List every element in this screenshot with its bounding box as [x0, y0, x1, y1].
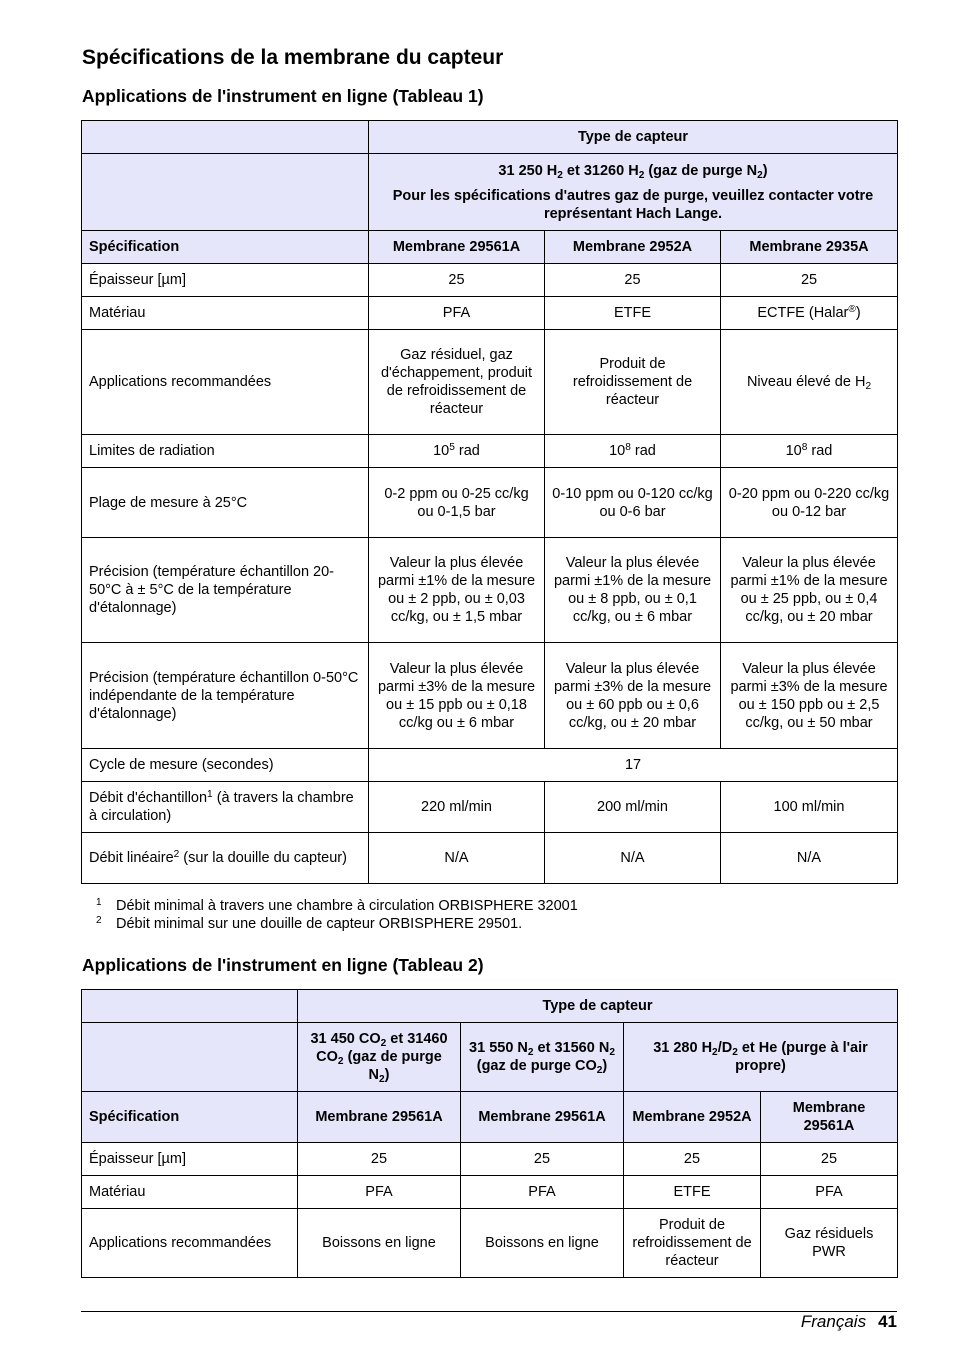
cell: Boissons en ligne [298, 1209, 461, 1278]
cell: $10^8$ rad [721, 435, 898, 468]
cell: PFA [761, 1176, 898, 1209]
sensor-type-header: Type de capteur [298, 990, 898, 1023]
table-2 [81, 989, 898, 1278]
row-label: Épaisseur [µm] [82, 264, 369, 297]
table-row [82, 264, 898, 297]
cell: Boissons en ligne [461, 1209, 624, 1278]
page-number: 41 [878, 1312, 897, 1331]
cell: 0-10 ppm ou 0-120 cc/kg ou 0-6 bar [545, 468, 721, 538]
column-header: Membrane 2935A [721, 231, 898, 264]
cell: 25 [369, 264, 545, 297]
cell: Gaz résiduels PWR [761, 1209, 898, 1278]
cell: Valeur la plus élevée parmi ±1% de la mesure ou ± 2 ppb, ou ± 0,03 cc/kg, ou ± 1,5 mbar [369, 538, 545, 643]
cell: ETFE [624, 1176, 761, 1209]
table-row [82, 538, 898, 643]
gas-header: 31 250 $H_2$ et 31260 $H_2$ (gaz de purge $N_2$) Pour les spécifications d'autres gaz de purge, veuillez contacter votre représentant Hach Lange. [369, 154, 898, 231]
table-row [82, 1209, 898, 1278]
table1-heading: Applications de l'instrument en ligne (Tableau 1) [82, 86, 484, 106]
cell: 25 [461, 1143, 624, 1176]
page-footer [801, 1312, 897, 1332]
column-header: Membrane 29561A [461, 1092, 624, 1143]
table-corner [82, 1023, 298, 1092]
row-label: Débit d'échantillon$^1$ (à travers la chambre à circulation) [82, 782, 369, 833]
cell: Gaz résiduel, gaz d'échappement, produit de refroidissement de réacteur [369, 330, 545, 435]
table-row [82, 749, 898, 782]
cell: 200 ml/min [545, 782, 721, 833]
cell: ETFE [545, 297, 721, 330]
cell: N/A [545, 833, 721, 884]
cell: 0-2 ppm ou 0-25 cc/kg ou 0-1,5 bar [369, 468, 545, 538]
table2-heading: Applications de l'instrument en ligne (Tableau 2) [82, 955, 484, 975]
footnote: 2 Débit minimal sur une douille de capteur ORBISPHERE 29501. [96, 915, 523, 932]
cell: Valeur la plus élevée parmi ±3% de la mesure ou ± 150 ppb ou ± 2,5 cc/kg, ou ± 50 mbar [721, 643, 898, 749]
column-header: Membrane 2952A [624, 1092, 761, 1143]
table-corner [82, 990, 298, 1023]
cell: 25 [721, 264, 898, 297]
spec-header: Spécification [82, 1092, 298, 1143]
cell: N/A [721, 833, 898, 884]
cell: Produit de refroidissement de réacteur [624, 1209, 761, 1278]
cell: Valeur la plus élevée parmi ±3% de la mesure ou ± 15 ppb ou ± 0,18 cc/kg ou ± 6 mbar [369, 643, 545, 749]
cell: PFA [461, 1176, 624, 1209]
cell: Valeur la plus élevée parmi ±3% de la mesure ou ± 60 ppb ou ± 0,6 cc/kg, ou ± 20 mbar [545, 643, 721, 749]
cell: Niveau élevé de $H_2$ [721, 330, 898, 435]
row-label: Cycle de mesure (secondes) [82, 749, 369, 782]
cell: N/A [369, 833, 545, 884]
page-title: Spécifications de la membrane du capteur [82, 46, 504, 69]
row-label: Plage de mesure à 25°C [82, 468, 369, 538]
footnote: 1 Débit minimal à travers une chambre à circulation ORBISPHERE 32001 [96, 897, 578, 914]
footnote-ref: 2 [173, 849, 180, 860]
row-label: Applications recommandées [82, 1209, 298, 1278]
spec-header: Spécification [82, 231, 369, 264]
cell: 25 [624, 1143, 761, 1176]
cell: 0-20 ppm ou 0-220 cc/kg ou 0-12 bar [721, 468, 898, 538]
table-row [82, 1176, 898, 1209]
table-row [82, 643, 898, 749]
column-header: Membrane 29561A [369, 231, 545, 264]
cell: 100 ml/min [721, 782, 898, 833]
cell: $10^5$ rad [369, 435, 545, 468]
cell: PFA [298, 1176, 461, 1209]
row-label: Applications recommandées [82, 330, 369, 435]
row-label: Limites de radiation [82, 435, 369, 468]
table-corner [82, 154, 369, 231]
table-row [82, 782, 898, 833]
cell: $10^8$ rad [545, 435, 721, 468]
column-header: Membrane 29561A [761, 1092, 898, 1143]
footnote-ref: 1 [207, 789, 213, 800]
row-label: Précision (température échantillon 20-50°C à ± 5°C de la température d'étalonnage) [82, 538, 369, 643]
gas-header: 31 280 $H_2/D_2$ et He (purge à l'air propre) [624, 1023, 898, 1092]
row-label: Précision (température échantillon 0-50°C indépendante de la température d'étalonnage) [82, 643, 369, 749]
row-label: Débit linéaire$^2$ (sur la douille du capteur) [82, 833, 369, 884]
gas-note: Pour les spécifications d'autres gaz de purge, veuillez contacter votre représentant Hach Lange. [392, 187, 874, 222]
table-row [82, 435, 898, 468]
cell: 17 [369, 749, 898, 782]
row-label: Matériau [82, 297, 369, 330]
table-1 [81, 120, 898, 884]
table-row [82, 330, 898, 435]
table-row [82, 297, 898, 330]
gas-header: 31 450 $CO_2$ et 31460 $CO_2$ (gaz de purge $N_2$) [298, 1023, 461, 1092]
footer-rule [81, 1311, 897, 1312]
cell: 25 [545, 264, 721, 297]
row-label: Matériau [82, 1176, 298, 1209]
cell: Valeur la plus élevée parmi ±1% de la mesure ou ± 8 ppb, ou ± 0,1 cc/kg, ou ± 6 mbar [545, 538, 721, 643]
footer-language: Français [800, 1312, 867, 1331]
table-row [82, 468, 898, 538]
row-label: Épaisseur [µm] [82, 1143, 298, 1176]
table-row [82, 833, 898, 884]
cell: 25 [298, 1143, 461, 1176]
cell: 220 ml/min [369, 782, 545, 833]
cell: PFA [369, 297, 545, 330]
cell: ECTFE (Halar®) [721, 297, 898, 330]
gas-header: 31 550 $N_2$ et 31560 $N_2$ (gaz de purge $CO_2$) [461, 1023, 624, 1092]
table-row [82, 1143, 898, 1176]
cell: Produit de refroidissement de réacteur [545, 330, 721, 435]
cell: Valeur la plus élevée parmi ±1% de la mesure ou ± 25 ppb, ou ± 0,4 cc/kg, ou ± 20 mbar [721, 538, 898, 643]
column-header: Membrane 29561A [298, 1092, 461, 1143]
cell: 25 [761, 1143, 898, 1176]
column-header: Membrane 2952A [545, 231, 721, 264]
sensor-type-header: Type de capteur [369, 121, 898, 154]
table-corner [82, 121, 369, 154]
